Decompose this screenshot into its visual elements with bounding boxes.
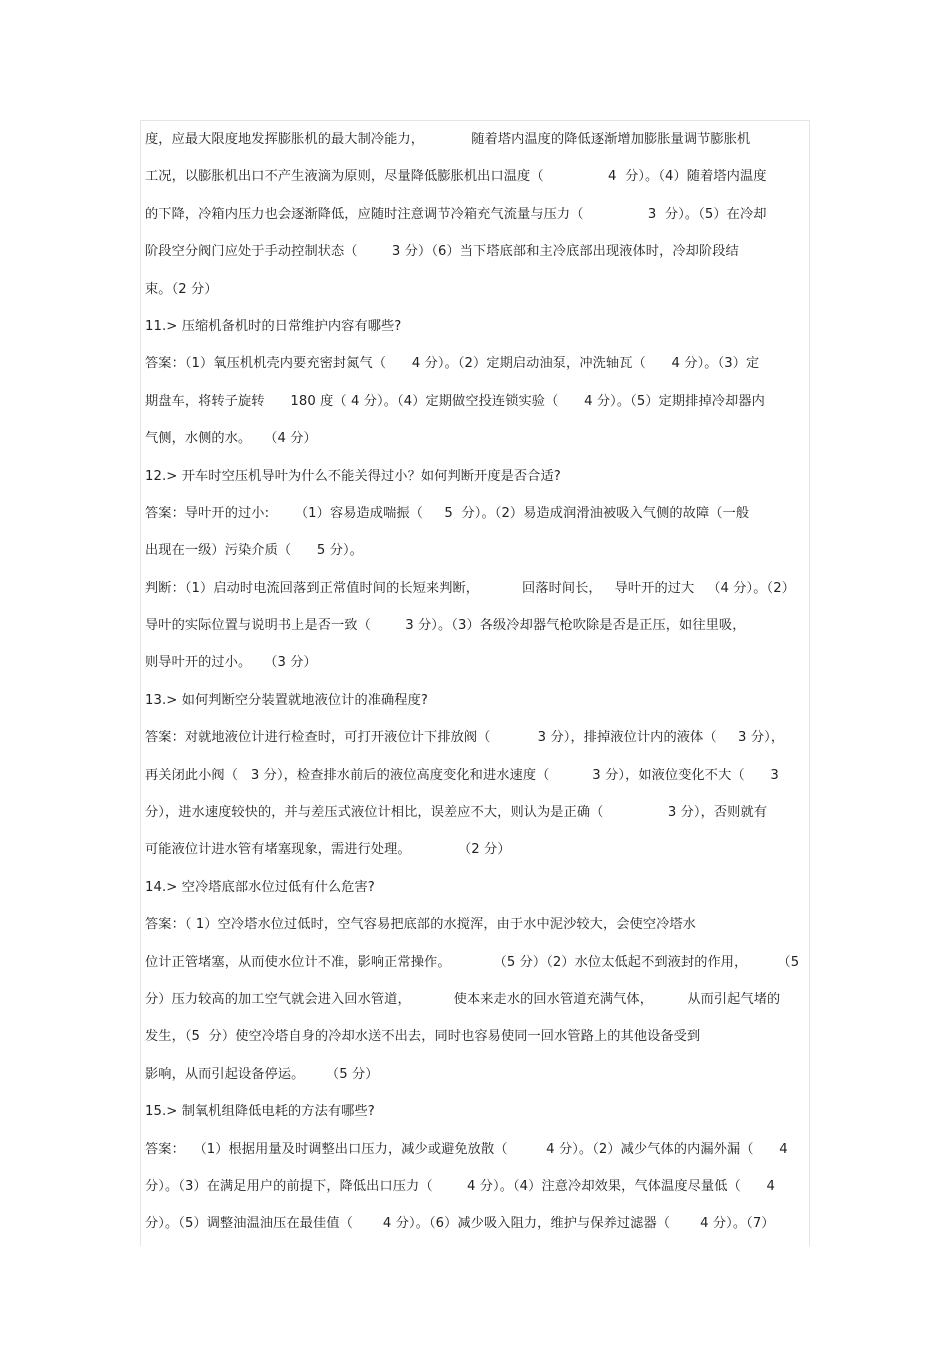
- answer-line: 期盘车，将转子旋转 180 度（ 4 分）。（4）定期做空投连锁实验（ 4 分）。（5）定期排掉冷却器内: [145, 393, 765, 409]
- text-line: 度，应最大限度地发挥膨胀机的最大制冷能力， 随着塔内温度的降低逐渐增加膨胀量调节膨胀机: [145, 132, 751, 147]
- question-heading: 12.> 开车时空压机导叶为什么不能关得过小？如何判断开度是否合适?: [145, 468, 561, 484]
- answer-line: 答案：（ 1）空冷塔水位过低时，空气容易把底部的水搅浑，由于水中泥沙较大，会使空冷塔水: [145, 917, 696, 933]
- answer-line: 分），进水速度较快的，并与差压式液位计相比，误差应不大，则认为是正确（ 3 分），否则就有: [145, 805, 768, 821]
- document-body: [145, 121, 805, 1243]
- question-heading: 13.> 如何判断空分装置就地液位计的准确程度?: [145, 692, 428, 708]
- text-line: 阶段空分阀门应处于手动控制状态（ 3 分）（6）当下塔底部和主冷底部出现液体时，冷却阶段结: [145, 244, 739, 260]
- answer-line: 答案：导叶开的过小: （1）容易造成喘振（ 5 分）。（2）易造成润滑油被吸入气侧的故障（一般: [145, 505, 750, 521]
- answer-line: 影响，从而引起设备停运。 （5 分）: [145, 1066, 379, 1082]
- answer-line: 分）压力较高的加工空气就会进入回水管道， 使本来走水的回水管道充满气体， 从而引起气堵的: [145, 991, 781, 1007]
- answer-line: 气侧，水侧的水。 （4 分）: [145, 431, 317, 447]
- text-line: 工况，以膨胀机出口不产生液滴为原则，尽量降低膨胀机出口温度（ 4 分）。（4）随着塔内温度: [145, 169, 767, 185]
- answer-line: 再关闭此小阀（ 3 分），检查排水前后的液位高度变化和进水速度（ 3 分），如液位变化不大（ 3: [145, 767, 779, 783]
- question-heading: 15.> 制氧机组降低电耗的方法有哪些?: [145, 1104, 375, 1120]
- answer-line: 判断：（1）启动时电流回落到正常值时间的长短来判断， 回落时间长， 导叶开的过大 （4 分）。（2）: [145, 580, 795, 596]
- answer-line: 答案：对就地液位计进行检查时，可打开液位计下排放阀（ 3 分），排掉液位计内的液体（ 3 分），: [145, 730, 785, 746]
- answer-line: 分）。（3）在满足用户的前提下，降低出口压力（ 4 分）。（4）注意冷却效果，气体温度尽量低（ 4: [145, 1178, 776, 1194]
- answer-line: 导叶的实际位置与说明书上是否一致（ 3 分）。（3）各级冷却器气枪吹除是否是正压，如往里吸，: [145, 618, 746, 634]
- text-line: 的下降，冷箱内压力也会逐渐降低，应随时注意调节冷箱充气流量与压力（ 3 分）。（5）在冷却: [145, 206, 767, 222]
- answer-line: 则导叶开的过小。 （3 分）: [145, 655, 317, 671]
- question-heading: 11.> 压缩机备机时的日常维护内容有哪些?: [145, 318, 402, 334]
- answer-line: 出现在一级）污染介质（ 5 分）。: [145, 543, 363, 559]
- answer-line: 答案： （1）根据用量及时调整出口压力，减少或避免放散（ 4 分）。（2）减少气体的内漏外漏（ 4: [145, 1141, 788, 1157]
- text-line: 束。（2 分）: [145, 281, 218, 297]
- answer-line: 发生，（5 分）使空冷塔自身的冷却水送不出去，同时也容易使同一回水管路上的其他设备受到: [145, 1029, 701, 1045]
- answer-line: 答案：（1）氧压机机壳内要充密封氮气（ 4 分）。（2）定期启动油泵，冲洗轴瓦（ 4 分）。（3）定: [145, 356, 760, 372]
- answer-line: 可能液位计进水管有堵塞现象，需进行处理。 （2 分）: [145, 842, 511, 858]
- answer-line: 分）。（5）调整油温油压在最佳值（ 4 分）。（6）减少吸入阻力，维护与保养过滤器（ 4 分）。（7）: [145, 1216, 775, 1232]
- answer-line: 位计正管堵塞，从而使水位计不准，影响正常操作。 （5 分）（2）水位太低起不到液封的作用， （5: [145, 954, 800, 970]
- question-heading: 14.> 空冷塔底部水位过低有什么危害?: [145, 879, 375, 895]
